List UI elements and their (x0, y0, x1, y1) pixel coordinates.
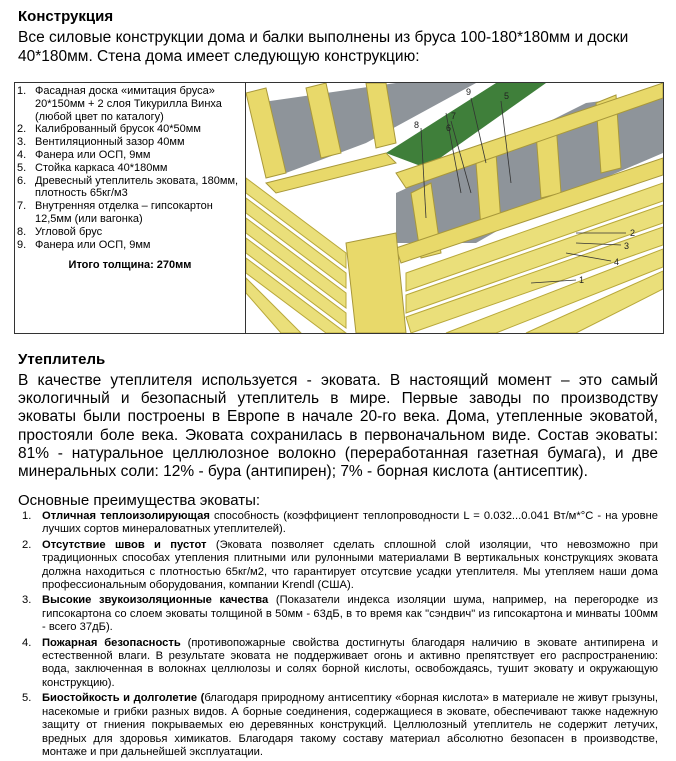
legend-item: 4. Фанера или ОСП, 9мм (17, 148, 151, 161)
advantage-item: 1. Отличная теплоизолирующая способность (коэффициент теплопроводности L = 0.032...0.041 Вт/м*°С - на уровне лучших сортов минераловатных утеплителей). (22, 510, 658, 536)
diagram-label-2: 2 (630, 228, 636, 238)
legend (15, 83, 246, 333)
wall-diagram (246, 83, 663, 333)
legend-item: 6. Древесный утеплитель эковата, 180мм, плотность 65кг/м3 (17, 174, 239, 200)
advantage-item: 4. Пожарная безопасность (противопожарные свойства достигнуты благодаря наличию в эковате антипирена и естественной влаги. В результате эковата не поддерживает огонь и активно препятствует его распространению: вода, заключенная в волокнах целлюлозы и солях борной кислоты, освобождаясь, тушит эковату и окружающую конструкцию). (22, 636, 658, 689)
construction-intro: Все силовые конструкции дома и балки выполнены из бруса 100-180*180мм и доски 40*180мм. Стена дома имеет следующую конструкцию: (18, 29, 629, 65)
legend-item: 7. Внутренняя отделка – гипсокартон 12,5мм (или вагонка) (17, 200, 213, 225)
diagram-label-8: 8 (414, 120, 420, 130)
legend-list (15, 83, 245, 251)
diagram-label-9: 9 (466, 87, 472, 97)
diagram-label-1: 1 (579, 275, 585, 285)
construction-table (14, 82, 664, 334)
total-thickness: Итого толщина: 270мм (68, 259, 192, 272)
insulation-paragraph: В качестве утеплителя используется - эковата. В настоящий момент – это самый экологичный и безопасный утеплитель в мире. Первые заводы по производству эковаты были построены в Европе в начале 20-го века. Дома, утепленные эковатой, простояли боле века. Эковата сохранилась в первоначальном виде. Состав эковаты: 81% - натуральное целлюлозное волокно (переработанная газетная бумага), и две минеральных соли: 12% - бура (антипирен); 7% - борная кислота (антисептик). (18, 372, 658, 481)
legend-item: 1. Фасадная доска «имитация бруса» 20*150мм + 2 слоя Тикурилла Винха (любой цвет по каталогу) (17, 85, 222, 123)
legend-item: 2. Калиброванный брусок 40*50мм (17, 123, 201, 136)
legend-item: 9. Фанера или ОСП, 9мм (17, 238, 151, 251)
diagram-label-4: 4 (614, 257, 620, 267)
legend-item: 3. Вентиляционный зазор 40мм (17, 136, 185, 149)
diagram-label-3: 3 (624, 241, 630, 251)
advantage-item: 2. Отсутствие швов и пустот (Эковата позволяет сделать сплошной слой изоляции, что невозможно при традиционных способах утепления плитными или рулонными материалами В вертикальных конструкциях эковата должна находиться с плотностью 65кг/м2, что гарантирует отсутсвие усадки утеплителя. Мы утепляем наши дома профессиональным оборудования, компании Krendl (США). (22, 538, 658, 592)
advantages-list (18, 510, 658, 761)
construction-heading: Конструкция (18, 8, 114, 25)
advantage-item: 3. Высокие звукоизоляционные качества (Показатели индекса изоляции шума, например, на перегородке из гипсокартона со слоем эковаты толщиной в 50мм - 63дБ, в то время как "сэндвич" из гипсокартона и минваты 100мм - всего 37дБ). (22, 594, 658, 634)
diagram-label-6: 6 (446, 123, 452, 133)
diagram-label-7: 7 (451, 111, 457, 121)
legend-item: 5. Стойка каркаса 40*180мм (17, 161, 168, 174)
diagram-label-5: 5 (504, 91, 510, 101)
insulation-heading: Утеплитель (18, 351, 106, 368)
wall-diagram-svg (246, 83, 663, 333)
advantages-title: Основные преимущества эковаты: (18, 492, 261, 509)
advantage-item: 5. Биостойкость и долголетие (благодаря природному антисептику «борная кислота» в материале не живут грызуны, насекомые и грибки разных видов. А борные соединения, содержащиеся в эковате, обеспечивают также надежную защиту от гниения покрываемых ею деревянных конструкций. Целлюлозный утеплитель не содержит летучих, вредных для здоровья химикатов. Благодаря такому составу материал абсолютно безопасен в производстве, монтаже и при дальнейшей эксплуатации. (22, 692, 658, 758)
legend-item: 8. Угловой брус (17, 225, 103, 238)
corner-post (346, 233, 406, 333)
